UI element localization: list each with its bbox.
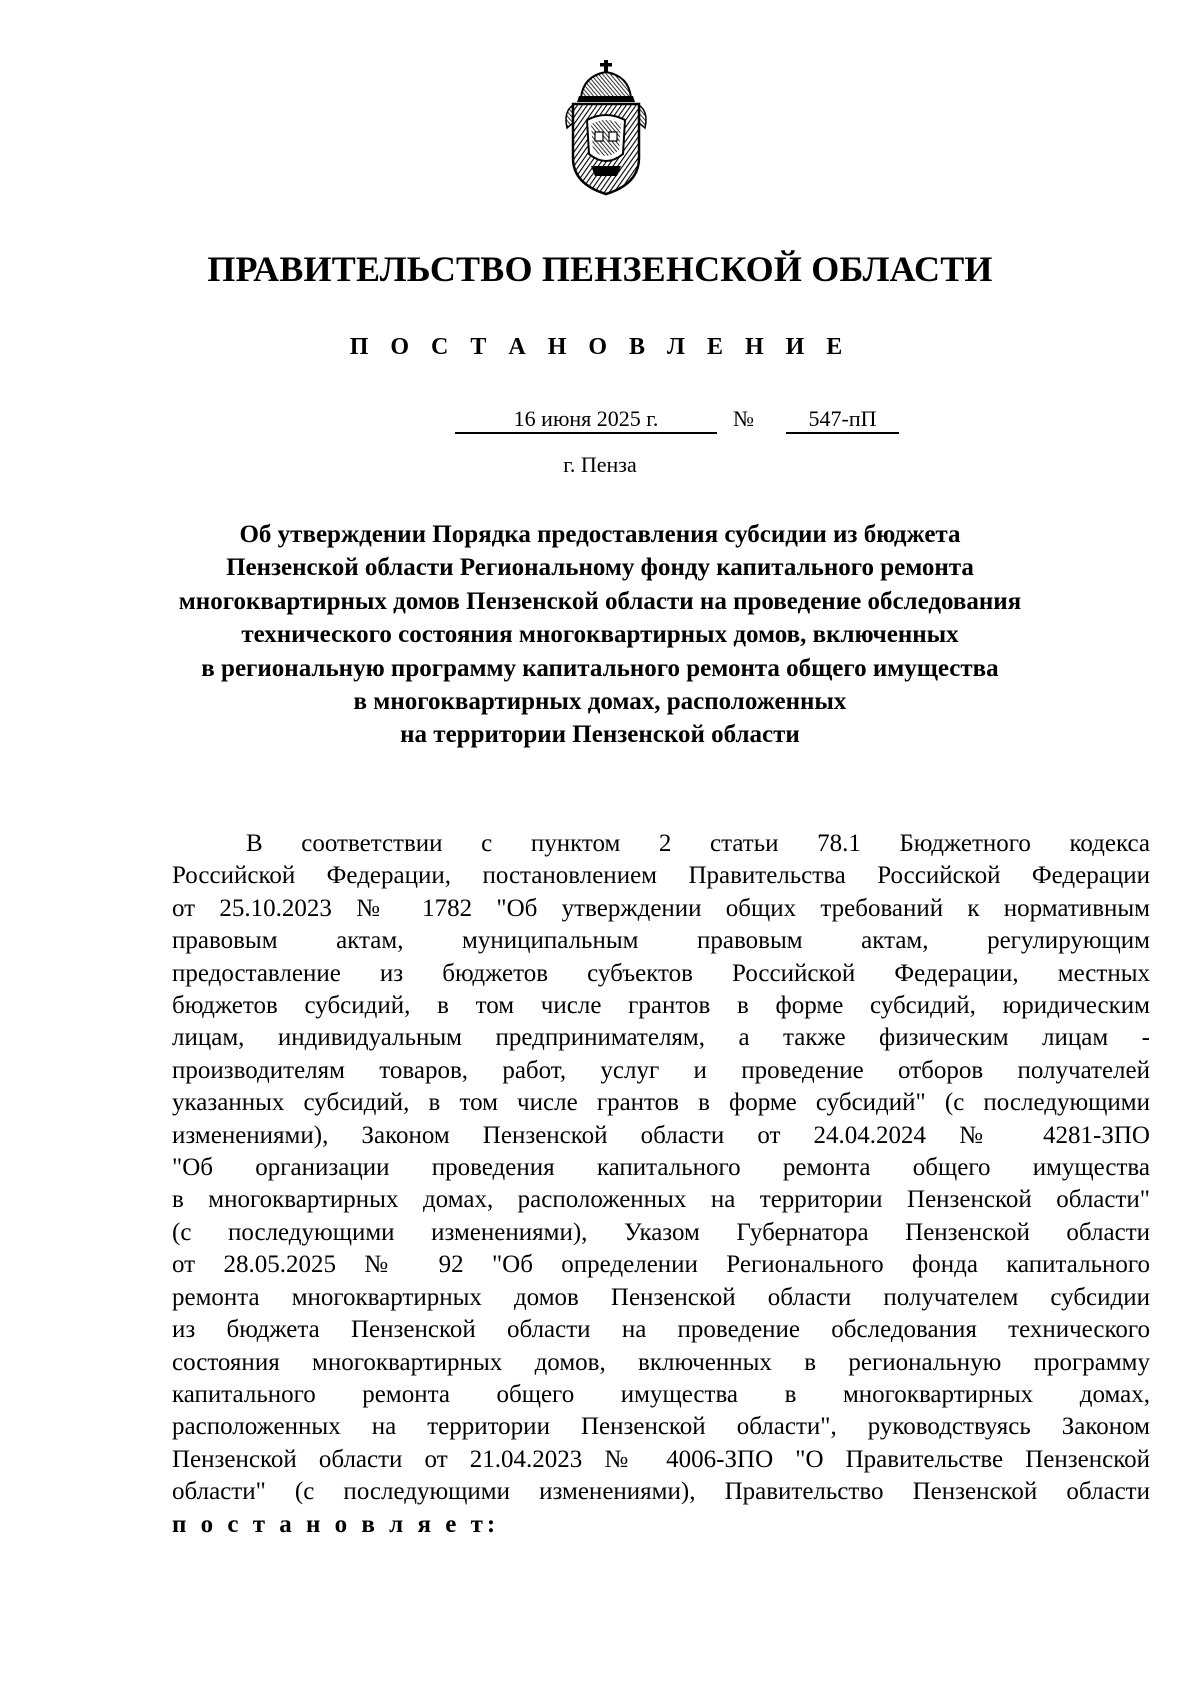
body-line: правовым актам, муниципальным правовым актам, регулирующим (172, 927, 1150, 955)
document-type: П О С Т А Н О В Л Е Н И Е (349, 334, 851, 360)
body-line: (с последующими изменениями), Указом Губернатора Пензенской области (172, 1218, 1150, 1246)
body-line: предоставление из бюджетов субъектов Российской Федерации, местных (172, 959, 1150, 987)
body-line: производителям товаров, работ, услуг и проведение отборов получателей (172, 1056, 1150, 1084)
body-line: состояния многоквартирных домов, включенных в региональную программу (172, 1348, 1150, 1376)
preamble-paragraph (172, 828, 1150, 1541)
body-line: области" (с последующими изменениями), Правительство Пензенской области (172, 1478, 1150, 1506)
document-place: г. Пенза (563, 452, 637, 477)
body-line: капитального ремонта общего имущества в многоквартирных домах, (172, 1380, 1150, 1408)
document-number: 547-пП (786, 406, 899, 434)
title-line: технического состояния многоквартирных домов, включенных (241, 621, 959, 649)
number-sign: № (733, 406, 754, 431)
date-number-line (0, 406, 1200, 438)
title-line: Об утверждении Порядка предоставления субсидии из бюджета (239, 521, 961, 548)
title-line: в региональную программу капитального ремонта общего имущества (201, 654, 999, 682)
body-line: расположенных на территории Пензенской области", руководствуясь Законом (172, 1413, 1150, 1441)
body-line: бюджетов субсидий, в том числе грантов в форме субсидий, юридическим (172, 992, 1150, 1020)
decree-word: п о с т а н о в л я е т: (172, 1510, 500, 1538)
title-line: Пензенской области Региональному фонду капитального ремонта (226, 554, 974, 582)
body-line: от 28.05.2025 № 92 "Об определении Регионального фонда капитального (172, 1251, 1150, 1279)
title-line: в многоквартирных домах, расположенных (353, 688, 847, 716)
body-line: изменениями), Законом Пензенской области от 24.04.2024 № 4281-ЗПО (172, 1121, 1150, 1149)
body-line: В соответствии с пунктом 2 статьи 78.1 Бюджетного кодекса (246, 830, 1150, 857)
title-line: многоквартирных домов Пензенской области на проведение обследования (178, 587, 1022, 615)
body-line: в многоквартирных домах, расположенных на территории Пензенской области" (172, 1186, 1150, 1214)
title-line: на территории Пензенской области (400, 721, 800, 749)
body-line: лицам, индивидуальным предпринимателям, а также физическим лицам - (172, 1024, 1150, 1052)
document-title (0, 518, 1200, 752)
body-line: Пензенской области от 21.04.2023 № 4006-ЗПО "О Правительстве Пензенской (172, 1445, 1150, 1473)
body-line: от 25.10.2023 № 1782 "Об утверждении общих требований к нормативным (172, 894, 1150, 922)
organization-name: ПРАВИТЕЛЬСТВО ПЕНЗЕНСКОЙ ОБЛАСТИ (207, 249, 993, 289)
body-line-decree (172, 1509, 1150, 1541)
penza-region-coat-of-arms-icon (561, 58, 651, 198)
body-line: ремонта многоквартирных домов Пензенской области получателем субсидии (172, 1283, 1150, 1311)
body-line: "Об организации проведения капитального ремонта общего имущества (172, 1154, 1150, 1182)
body-line: из бюджета Пензенской области на проведение обследования технического (172, 1316, 1150, 1344)
document-date: 16 июня 2025 г. (455, 406, 717, 434)
body-line: указанных субсидий, в том числе грантов в форме субсидий" (с последующими (172, 1089, 1150, 1117)
body-line: Российской Федерации, постановлением Правительства Российской Федерации (172, 862, 1150, 890)
